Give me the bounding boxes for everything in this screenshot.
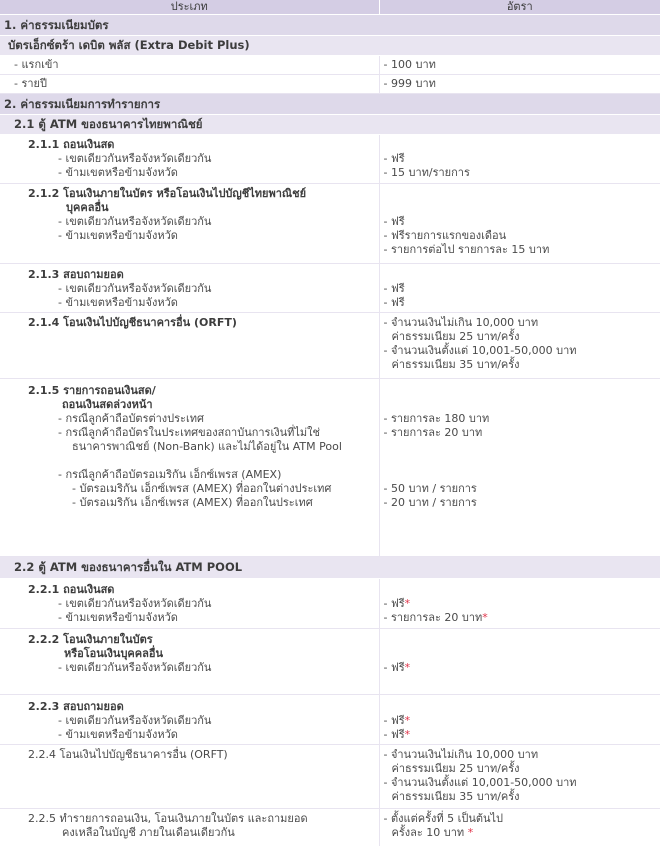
value-text: - ฟรี [384,597,405,610]
item-line: - บัตรอเมริกัน เอ็กซ์เพรส (AMEX) ที่ออกในประเทศ [0,496,379,510]
item-title: 2.2.4 โอนเงินไปบัญชีธนาคารอื่น (ORFT) [0,748,379,762]
value-line: - 50 บาท / รายการ [384,482,660,496]
value-line: - 20 บาท / รายการ [384,496,660,510]
item-title: 2.2.2 โอนเงินภายในบัตร [0,633,379,647]
item-title: บุคคลอื่น [0,201,379,215]
row-label [0,745,379,809]
section-title: 2. ค่าธรรมเนียมการทำรายการ [0,94,660,115]
subsection-title: 2.1 ตู้ ATM ของธนาคารไทยพาณิชย์ [0,115,660,135]
row-value [379,629,660,695]
table-row [0,629,660,695]
item-line: - ข้ามเขตหรือข้ามจังหวัด [0,166,379,180]
row-label [0,579,379,629]
table-row [0,745,660,809]
item-title: 2.1.3 สอบถามยอด [0,268,379,282]
table-row [0,695,660,745]
item-title: ถอนเงินสดล่วงหน้า [0,398,379,412]
value-line [384,611,660,625]
table-header [0,0,660,15]
asterisk: * [482,611,488,624]
item-line: - ข้ามเขตหรือข้ามจังหวัด [0,229,379,243]
item-line: - เขตเดียวกันหรือจังหวัดเดียวกัน [0,661,379,675]
table-row [0,135,660,184]
row-value [379,264,660,313]
item-line: - ข้ามเขตหรือข้ามจังหวัด [0,611,379,625]
value-line: - ฟรีรายการแรกของเดือน [384,229,660,243]
value-line: - จำนวนเงินไม่เกิน 10,000 บาท [384,316,660,330]
row-label [0,809,379,847]
row-value [379,184,660,264]
asterisk: * [405,597,411,610]
row-label [0,135,379,184]
value-line [384,661,660,675]
asterisk: * [468,826,474,839]
value-line: - 15 บาท/รายการ [384,166,660,180]
subsection-scb-atm [0,115,660,135]
item-line: - เขตเดียวกันหรือจังหวัดเดียวกัน [0,597,379,611]
asterisk: * [405,714,411,727]
section-transaction-fee [0,94,660,115]
value-line: - ฟรี [384,282,660,296]
value-line: - ฟรี [384,152,660,166]
row-value: - 999 บาท [379,75,660,94]
value-line [384,728,660,742]
table-row [0,184,660,264]
value-line: - ฟรี [384,215,660,229]
value-line: - ตั้งแต่ครั้งที่ 5 เป็นต้นไป [384,812,660,826]
subsection-atm-pool [0,557,660,579]
table-row [0,579,660,629]
header-rate: อัตรา [379,0,660,15]
row-label: - รายปี [0,75,379,94]
item-line: - บัตรอเมริกัน เอ็กซ์เพรส (AMEX) ที่ออกในต่างประเทศ [0,482,379,496]
row-value [379,745,660,809]
value-line: - จำนวนเงินไม่เกิน 10,000 บาท [384,748,660,762]
item-line: - กรณีลูกค้าถือบัตรในประเทศของสถาบันการเงินที่ไม่ใช่ [0,426,379,440]
item-line: - กรณีลูกค้าถือบัตรต่างประเทศ [0,412,379,426]
row-label [0,379,379,557]
table-row [0,264,660,313]
value-line: ค่าธรรมเนียม 25 บาท/ครั้ง [384,330,660,344]
value-line [384,714,660,728]
item-title: หรือโอนเงินบุคคลอื่น [0,647,379,661]
value-line: ค่าธรรมเนียม 35 บาท/ครั้ง [384,358,660,372]
value-line: - จำนวนเงินตั้งแต่ 10,001-50,000 บาท [384,776,660,790]
item-line: - เขตเดียวกันหรือจังหวัดเดียวกัน [0,714,379,728]
item-line: - ข้ามเขตหรือข้ามจังหวัด [0,296,379,310]
subsection-title: 2.2 ตู้ ATM ของธนาคารอื่นใน ATM POOL [0,557,660,579]
row-value [379,313,660,379]
value-text: ครั้งละ 10 บาท [392,826,465,839]
item-line: - กรณีลูกค้าถือบัตรอเมริกัน เอ็กซ์เพรส (AMEX) [0,468,379,482]
row-value [379,695,660,745]
item-line: - เขตเดียวกันหรือจังหวัดเดียวกัน [0,215,379,229]
value-line: - รายการต่อไป รายการละ 15 บาท [384,243,660,257]
value-text: - รายการละ 20 บาท [384,611,483,624]
item-title: คงเหลือในบัญชี ภายในเดือนเดียวกัน [0,826,379,840]
row-value [379,379,660,557]
item-line: - เขตเดียวกันหรือจังหวัดเดียวกัน [0,152,379,166]
value-line: ค่าธรรมเนียม 25 บาท/ครั้ง [384,762,660,776]
value-text: - ฟรี [384,728,405,741]
row-label [0,184,379,264]
table-row [0,75,660,94]
subsection-extra-debit [0,36,660,56]
value-line: ค่าธรรมเนียม 35 บาท/ครั้ง [384,790,660,804]
row-label [0,264,379,313]
row-value: - 100 บาท [379,56,660,75]
item-title: 2.1.5 รายการถอนเงินสด/ [0,384,379,398]
value-text: - ฟรี [384,714,405,727]
asterisk: * [405,661,411,674]
value-line: - รายการละ 180 บาท [384,412,660,426]
table-row [0,313,660,379]
item-title: 2.2.5 ทำรายการถอนเงิน, โอนเงินภายในบัตร และถามยอด [0,812,379,826]
item-title: 2.2.3 สอบถามยอด [0,700,379,714]
section-card-fee [0,15,660,36]
value-line: - จำนวนเงินตั้งแต่ 10,001-50,000 บาท [384,344,660,358]
item-title: 2.2.1 ถอนเงินสด [0,583,379,597]
row-label: - แรกเข้า [0,56,379,75]
asterisk: * [405,728,411,741]
item-title: 2.1.2 โอนเงินภายในบัตร หรือโอนเงินไปบัญชีไทยพาณิชย์ [0,187,379,201]
header-type: ประเภท [0,0,379,15]
item-title: 2.1.1 ถอนเงินสด [0,138,379,152]
item-title: 2.1.4 โอนเงินไปบัญชีธนาคารอื่น (ORFT) [0,316,379,330]
item-line: - เขตเดียวกันหรือจังหวัดเดียวกัน [0,282,379,296]
row-label [0,313,379,379]
value-line: - ฟรี [384,296,660,310]
row-value [379,579,660,629]
value-line [384,597,660,611]
subsection-title: บัตรเอ็กซ์ตร้า เดบิต พลัส (Extra Debit Plus) [0,36,660,56]
row-value [379,809,660,847]
value-line: - รายการละ 20 บาท [384,426,660,440]
table-row [0,809,660,847]
value-text: - ฟรี [384,661,405,674]
value-line [384,826,660,840]
row-label [0,629,379,695]
table-row [0,379,660,557]
table-row [0,56,660,75]
section-title: 1. ค่าธรรมเนียมบัตร [0,15,660,36]
item-line: - ข้ามเขตหรือข้ามจังหวัด [0,728,379,742]
item-line: ธนาคารพาณิชย์ (Non-Bank) และไม่ได้อยู่ใน ATM Pool [0,440,379,454]
row-value [379,135,660,184]
row-label [0,695,379,745]
